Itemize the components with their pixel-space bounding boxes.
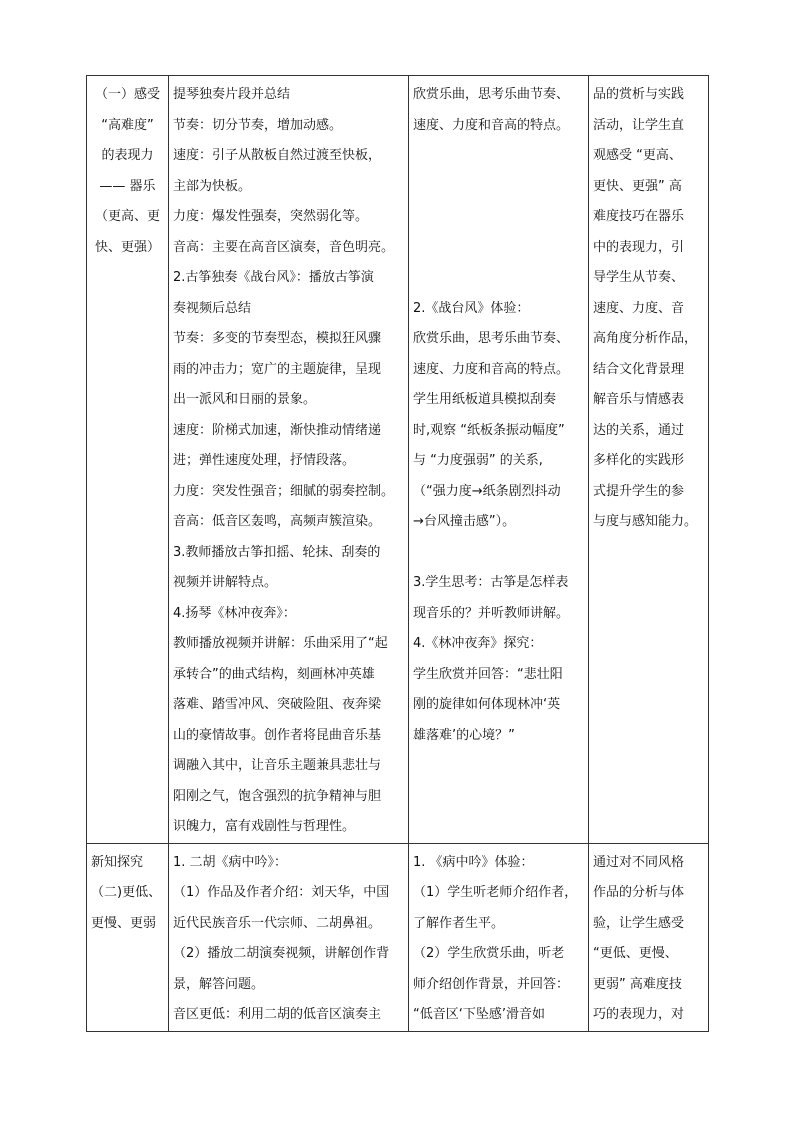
cell-line: 师介绍创作背景，并回答： [413,976,570,992]
cell-line: 主部为快板。 [173,178,252,194]
design-intent-cell [589,76,709,844]
cell-line: 时,观察 “纸板条振动幅度” [413,422,565,438]
cell-line: 提琴独奏片段并总结 [173,87,291,102]
cell-line: 速度、力度、音 [593,300,685,316]
cell-line: 快、更强） [94,239,160,255]
cell-line: 力度：突发性强音；细腻的弱奏控制。 [173,483,395,499]
cell-line: 更弱” 高难度技 [593,976,682,992]
spacer [413,141,584,294]
cell-line: “高难度” [101,117,154,133]
cell-line: →台风撞击感”）。 [413,514,516,529]
cell-line: 1. 《病中吟》体验： [413,854,534,870]
lesson-plan-table [86,75,709,1032]
cell-line: 作品的分析与体 [593,885,685,900]
cell-line: 速度：阶梯式加速，渐快推动情绪递 [173,422,382,438]
cell-line: 音高：低音区轰鸣，高频声簇渲染。 [173,514,382,529]
cell-line: 通过对不同风格 [593,854,685,870]
cell-line: 中的表现力，引 [593,239,685,255]
cell-line: 的表现力 [101,148,154,163]
cell-line: 现音乐的？并听教师讲解。 [413,605,570,621]
cell-line: “低音区‘下坠感’滑音如 [413,1007,545,1022]
cell-line: —— 器乐 [99,178,156,194]
cell-line: （二)更低、 [91,885,162,900]
cell-line: 刚的旋律如何体现林冲‘英 [413,697,561,712]
cell-line: 出一派风和日丽的景象。 [173,392,317,407]
cell-line: 与度与感知能力。 [593,514,698,529]
cell-line: （2）学生欣赏乐曲，听老 [413,946,565,961]
cell-line: 雨的冲击力；宽广的主题旋律，呈现 [173,361,382,377]
cell-line: 达的关系，通过 [593,422,685,438]
cell-line: 速度、力度和音高的特点。 [413,117,570,133]
cell-line: （更高、更 [94,209,160,224]
cell-line: 2.古筝独奏《战台风》：播放古筝演 [173,270,374,285]
cell-line: 品的赏析与实践 [593,87,685,102]
cell-line: 近代民族音乐一代宗师、二胡鼻祖。 [173,915,382,931]
cell-line: “更低、更慢、 [593,946,678,961]
cell-line: 学生用纸板道具模拟刮奏 [413,392,557,407]
cell-line: 视频并讲解特点。 [173,575,278,590]
cell-line: 教师播放视频并讲解：乐曲采用了“起 [173,636,388,651]
cell-line: 新知探究 [91,854,144,870]
cell-line: （1）作品及作者介绍：刘天华，中国 [173,885,390,900]
student-activity-cell [409,843,589,1031]
cell-line: 了解作者生平。 [413,915,505,931]
cell-line: 调融入其中，让音乐主题兼具悲壮与 [173,758,382,773]
cell-line: 验，让学生感受 [593,915,685,931]
cell-line: 雄落难’的心境？” [413,727,515,743]
cell-line: 速度、力度和音高的特点。 [413,361,570,377]
cell-line: 力度：爆发性强奏，突然弱化等。 [173,209,369,224]
cell-line: 景，解答问题。 [173,976,265,992]
cell-line: 欣赏乐曲，思考乐曲节奏、 [413,87,570,102]
cell-line: 山的豪情故事。创作者将昆曲音乐基 [173,727,382,743]
cell-line: 承转合”的曲式结构，刻画林冲英雄 [173,666,375,682]
cell-line: 2.《战台风》体验： [413,300,530,316]
cell-line: 4.《林冲夜奔》探究： [413,636,543,651]
cell-line: （2）播放二胡演奏视频，讲解创作背 [173,946,390,961]
cell-line: 节奏：多变的节奏型态，模拟狂风骤 [173,331,382,346]
cell-line: 与 “力度强弱” 的关系, [413,453,543,468]
cell-line: 导学生从节奏、 [593,270,685,285]
cell-line: 3.教师播放古筝扣摇、轮抹、刮奏的 [173,544,381,560]
cell-line: 式提升学生的参 [593,483,685,499]
cell-line: 结合文化背景理 [593,361,685,377]
cell-line: 学生欣赏并回答：“悲壮阳 [413,666,563,682]
cell-line: 阳刚之气，饱含强烈的抗争精神与胆 [173,788,382,804]
cell-line: 解音乐与情感表 [593,392,685,407]
cell-line: 奏视频后总结 [173,300,252,316]
cell-line: 难度技巧在器乐 [593,209,685,224]
cell-line: 高角度分析作品， [593,331,698,346]
cell-line: 1. 二胡《病中吟》： [173,854,288,870]
cell-line: 4.扬琴《林冲夜奔》： [173,605,296,621]
cell-line: 音区更低：利用二胡的低音区演奏主 [173,1007,382,1022]
cell-line: 活动，让学生直 [593,117,685,133]
cell-line: 速度：引子从散板自然过渡至快板， [173,148,382,163]
cell-line: 落难、踏雪冲风、突破险阻、夜奔梁 [173,697,382,712]
cell-line: （1）学生听老师介绍作者， [413,885,578,900]
cell-line: 进；弹性速度处理，抒情段落。 [173,453,356,468]
cell-line: 节奏：切分节奏，增加动感。 [173,117,343,133]
cell-line: （“强力度→纸条剧烈抖动 [413,483,561,499]
cell-line: 更慢、更弱 [91,915,157,931]
table-row [87,76,709,844]
cell-line: 欣赏乐曲，思考乐曲节奏、 [413,331,570,346]
section-title-cell [87,76,169,844]
section-title-cell [87,843,169,1031]
teacher-activity-cell [169,843,409,1031]
table-row [87,843,709,1031]
cell-line: 识魄力，富有戏剧性与哲理性。 [173,819,356,834]
cell-line: 3.学生思考：古筝是怎样表 [413,575,569,590]
teacher-activity-cell [169,76,409,844]
student-activity-cell [409,76,589,844]
cell-line: （一）感受 [94,87,160,102]
spacer [413,538,584,569]
design-intent-cell [589,843,709,1031]
cell-line: 观感受 “更高、 [593,148,682,163]
cell-line: 音高：主要在高音区演奏，音色明亮。 [173,239,395,255]
cell-line: 巧的表现力，对 [593,1007,685,1022]
cell-line: 更快、更强” 高 [593,178,682,194]
cell-line: 多样化的实践形 [593,453,685,468]
